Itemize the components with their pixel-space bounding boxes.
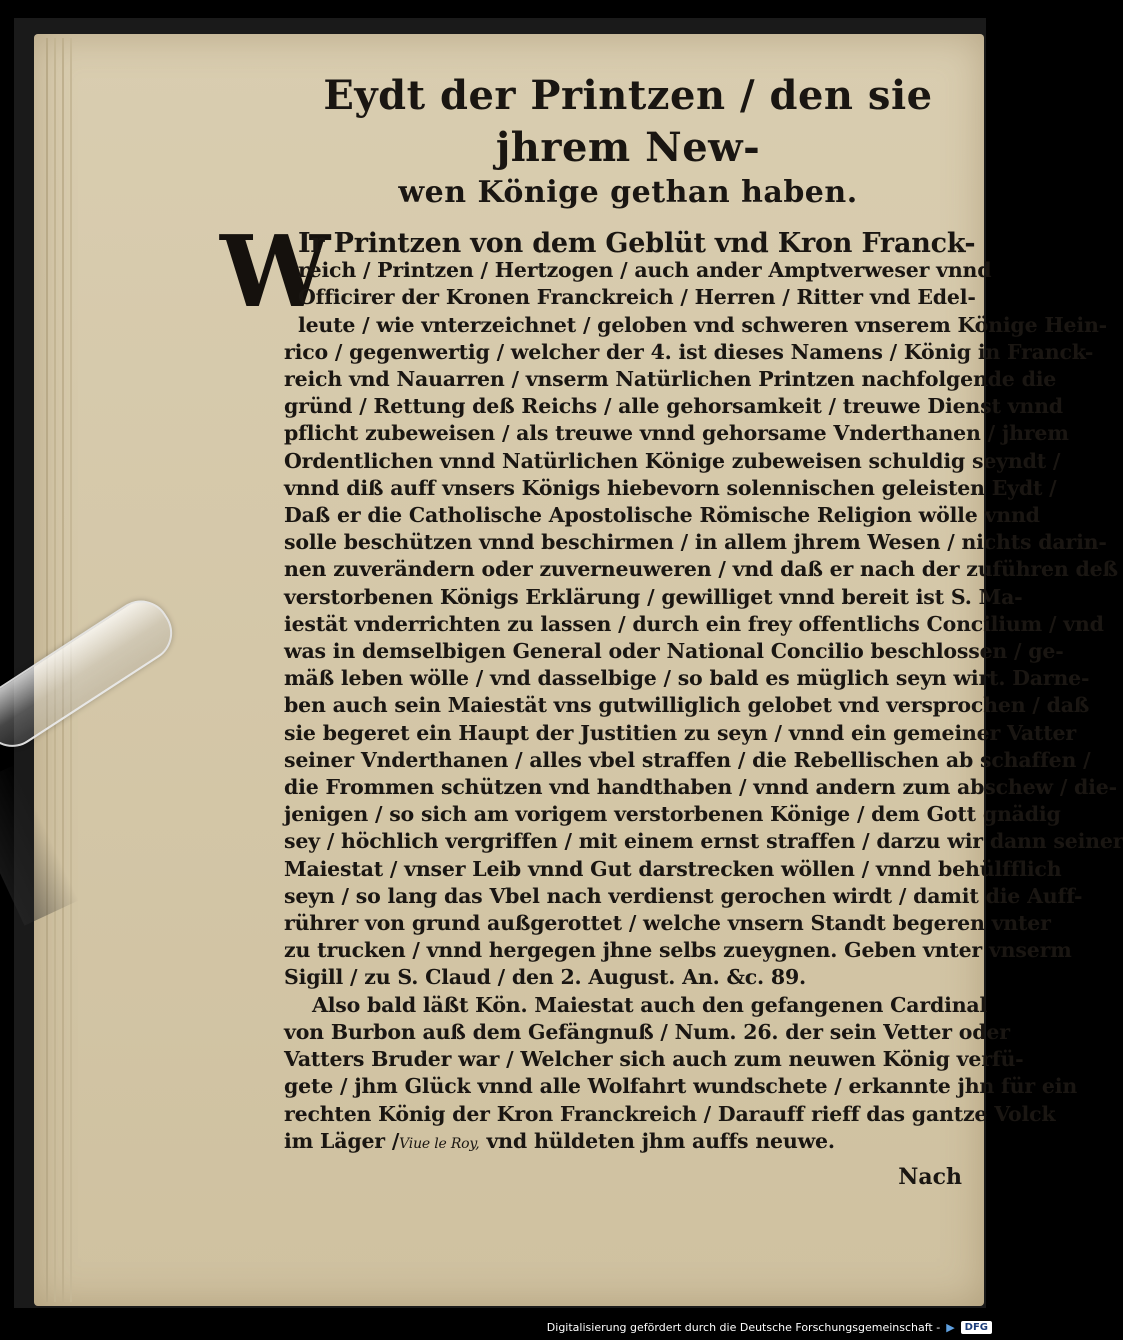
text-line: zu trucken / vnnd hergegen jhne selbs zueygnen. Geben vnter vnserm xyxy=(284,938,1072,963)
catchword: Nach xyxy=(898,1163,962,1190)
text-line: ben auch sein Maiestät vns gutwilliglich gelobet vnd versprochen / daß xyxy=(284,693,1090,718)
digitization-footer xyxy=(547,1321,992,1334)
text-line: pflicht zubeweisen / als treuwe vnnd gehorsame Vnderthanen / jhrem xyxy=(284,421,1069,446)
text-line: jenigen / so sich am vorigem verstorbenen Könige / dem Gott gnädig xyxy=(284,802,1061,827)
page-content xyxy=(220,70,1123,1190)
text-line: nen zuverändern oder zuverneuweren / vnd daß er nach der zuführen deß xyxy=(284,557,1118,582)
text-line: Also bald läßt Kön. Maiestat auch den gefangenen Cardinal xyxy=(312,992,988,1017)
latin-phrase: Viue le Roy, xyxy=(399,1135,480,1152)
text-line: Daß er die Catholische Apostolische Römische Religion wölle vnnd xyxy=(284,503,1040,528)
text-line: reich vnd Nauarren / vnserm Natürlichen Printzen nachfolgende die xyxy=(284,367,1057,392)
text-line: Sigill / zu S. Claud / den 2. August. An. &c. 89. xyxy=(284,965,806,990)
text-line: Vatters Bruder war / Welcher sich auch zum neuwen König verfü- xyxy=(284,1047,1024,1072)
title-line-2: wen Könige gethan haben. xyxy=(398,175,858,210)
title-line-1: Eydt der Printzen / den sie jhrem New- xyxy=(323,72,933,171)
text-line: Ir Printzen von dem Geblüt vnd Kron Franck- xyxy=(298,228,976,259)
body-text xyxy=(220,215,1123,1190)
text-line: Officirer der Kronen Franckreich / Herren / Ritter vnd Edel- xyxy=(298,285,976,310)
text-line: die Frommen schützen vnd handthaben / vnnd andern zum abschew / die- xyxy=(284,775,1117,800)
dfg-logo: DFG xyxy=(961,1321,992,1334)
text-line: rührer von grund außgerottet / welche vnsern Standt begeren vnter xyxy=(284,911,1051,936)
text-line: von Burbon auß dem Gefängnuß / Num. 26. der sein Vetter oder xyxy=(284,1019,1010,1044)
text-line: Ordentlichen vnnd Natürlichen Könige zubeweisen schuldig seyndt / xyxy=(284,448,1061,473)
text-line: reich / Printzen / Hertzogen / auch ander Amptverweser vnnd xyxy=(298,258,992,283)
text-fragment: im Läger / xyxy=(284,1128,400,1153)
text-line: seyn / so lang das Vbel nach verdienst gerochen wirdt / damit die Auff- xyxy=(284,883,1083,908)
drop-cap: W xyxy=(220,215,331,330)
text-line: leute / wie vnterzeichnet / geloben vnd schweren vnserem Könige Hein- xyxy=(298,312,1107,337)
text-line: Maiestat / vnser Leib vnnd Gut darstrecken wöllen / vnnd behülfflich xyxy=(284,856,1062,881)
text-line: rechten König der Kron Franckreich / Darauff rieff das gantze Volck xyxy=(284,1101,1056,1126)
text-line: rico / gegenwertig / welcher der 4. ist dieses Namens / König in Franck- xyxy=(284,339,1094,364)
text-line: vnnd diß auff vnsers Königs hiebevorn solennischen geleisten Eydt / xyxy=(284,475,1057,500)
footer-text: Digitalisierung gefördert durch die Deutsche Forschungsgemeinschaft - xyxy=(546,1321,941,1334)
text-line: gründ / Rettung deß Reichs / alle gehorsamkeit / treuwe Dienst vnnd xyxy=(284,394,1063,419)
text-line: sie begeret ein Haupt der Justitien zu seyn / vnnd ein gemeiner Vatter xyxy=(284,720,1076,745)
text-line: sey / höchlich vergriffen / mit einem ernst straffen / darzu wir dann seiner xyxy=(284,829,1123,854)
text-line: seiner Vnderthanen / alles vbel straffen / die Rebellischen ab schaffen / xyxy=(284,747,1091,772)
text-line: mäß leben wölle / vnd dasselbige / so bald es müglich seyn wirt. Darne- xyxy=(284,666,1090,691)
text-line: verstorbenen Königs Erklärung / gewilliget vnnd bereit ist S. Ma- xyxy=(284,584,1023,609)
text-line: iestät vnderrichten zu lassen / durch ein frey offentlichs Concilium / vnd xyxy=(284,611,1104,636)
text-line: gete / jhm Glück vnnd alle Wolfahrt wundschete / erkannte jhn für ein xyxy=(284,1074,1078,1099)
text-line: was in demselbigen General oder National Concilio beschlossen / ge- xyxy=(284,639,1064,664)
text-line: solle beschützen vnnd beschirmen / in allem jhrem Wesen / nichts darin- xyxy=(284,530,1107,555)
page-title xyxy=(284,70,972,212)
text-line-last xyxy=(284,1128,972,1158)
dfg-arrow-icon: ▶ xyxy=(946,1321,955,1334)
text-fragment: vnd hüldeten jhm auffs neuwe. xyxy=(486,1128,835,1153)
